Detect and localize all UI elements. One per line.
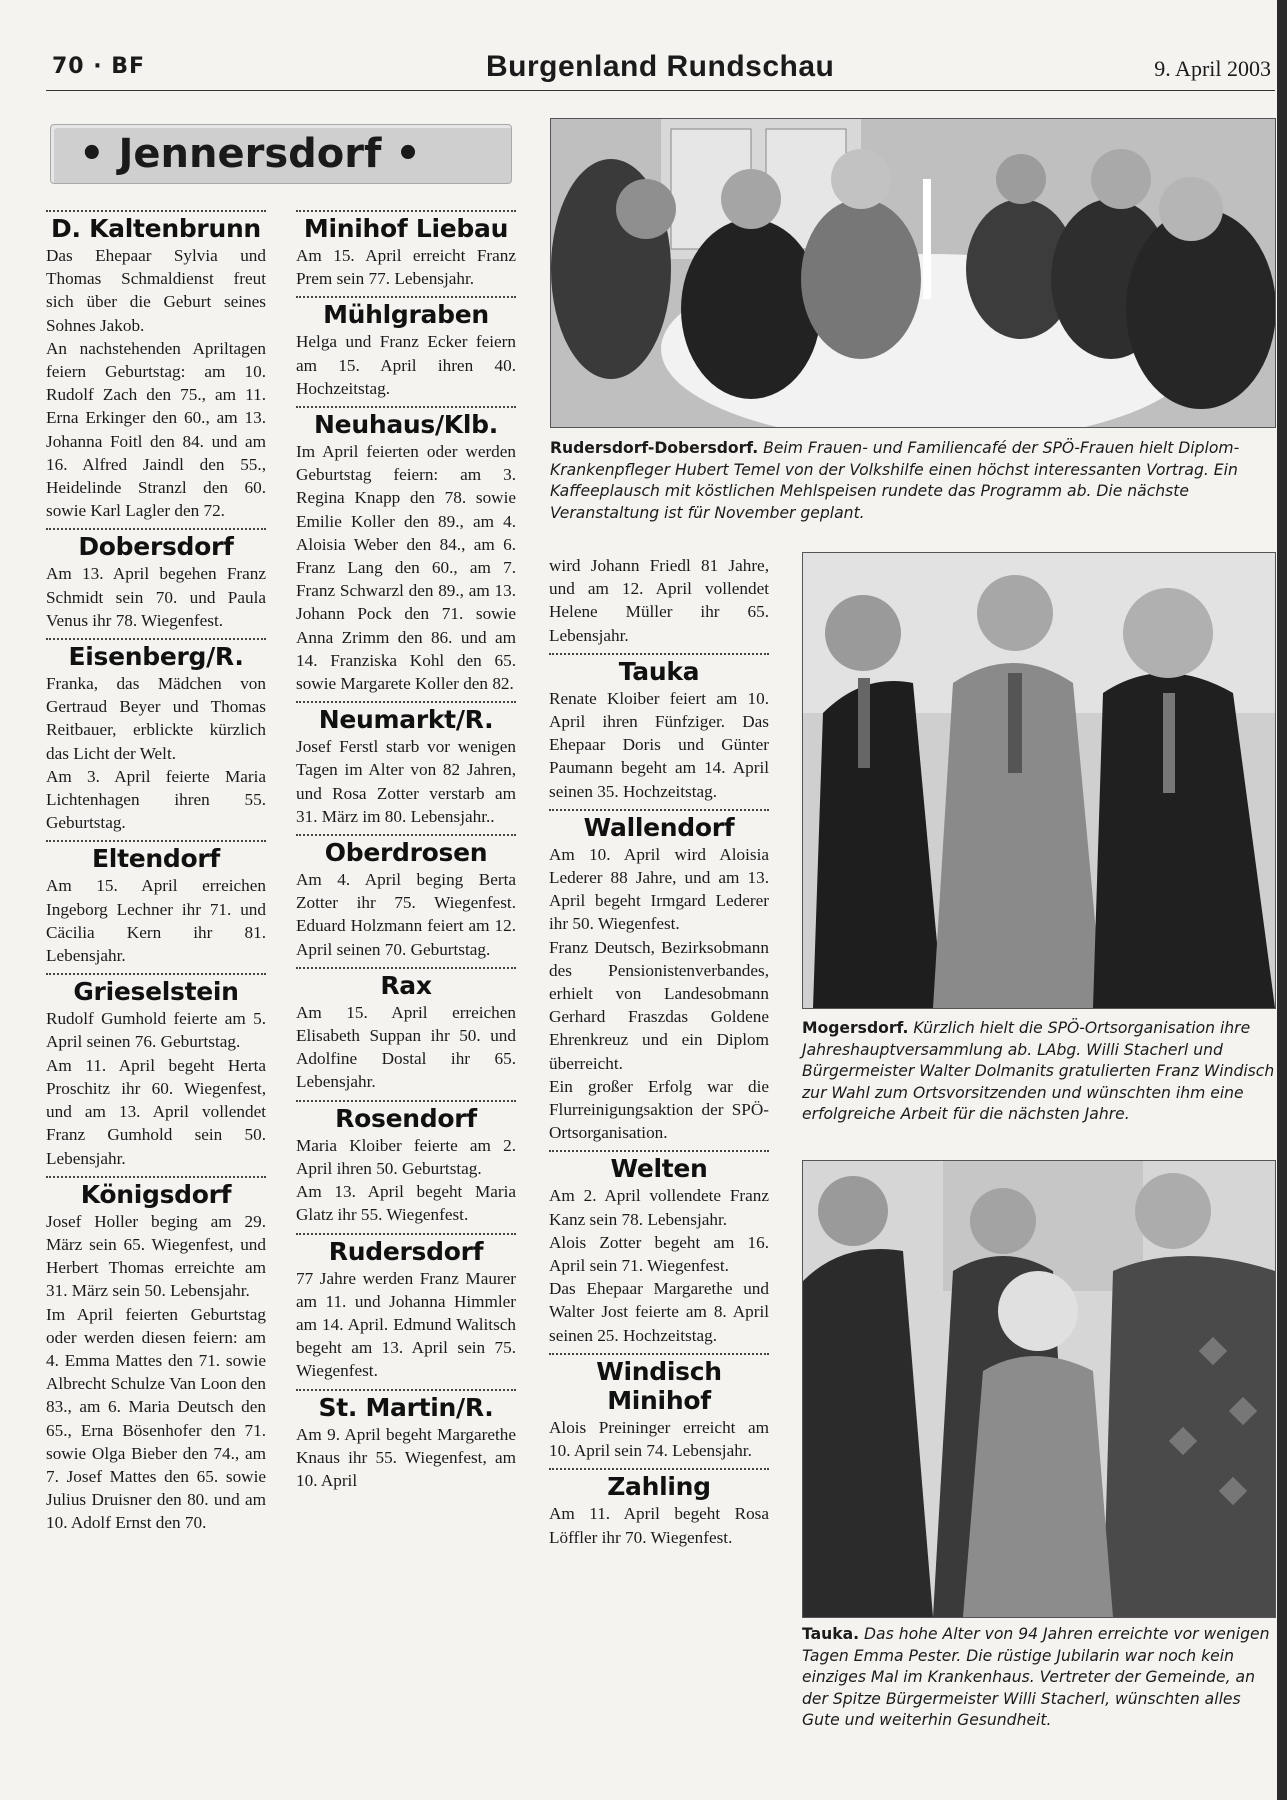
photo-mogersdorf-image: [803, 553, 1275, 1008]
news-item: [46, 840, 266, 967]
news-item: [549, 1150, 769, 1346]
news-paragraph: Am 9. April begeht Margarethe Knaus ihr 55. Wiegenfest, am 10. April: [296, 1424, 516, 1490]
locality-heading: Mühlgraben: [323, 300, 489, 330]
section-banner: [50, 124, 512, 184]
news-item: [549, 1468, 769, 1548]
news-item: [296, 967, 516, 1094]
locality-heading: Zahling: [607, 1472, 711, 1502]
news-item: [296, 210, 516, 290]
news-item: [549, 653, 769, 803]
news-paragraph: Alois Preininger erreicht am 10. April sein 74. Lebensjahr.: [549, 1417, 769, 1461]
locality-heading: Königsdorf: [80, 1179, 232, 1209]
text-column-3: [549, 552, 769, 1549]
news-item: [296, 701, 516, 828]
locality-heading: Welten: [610, 1154, 708, 1184]
caption-2-text: Kürzlich hielt die SPÖ-Ortsorganisation ihre Jahreshauptversammlung ab. LAbg. Willi Stacherl und Bürgermeister Walter Dolmanits gratulierten Franz Windisch zur Wahl zum Ortsvorsitzenden und wünschten ihm eine erfolgreiche Arbeit für die nächsten Jahre.: [802, 1019, 1275, 1123]
photo-mogersdorf: [802, 552, 1276, 1009]
news-item: [46, 638, 266, 834]
caption-1-text: Beim Frauen- und Familiencafé der SPÖ-Frauen hielt Diplom-Krankenpfleger Hubert Temel von der Volkshilfe einen höchst interessanten Vortrag. Ein Kaffeeplausch mit köstlichen Mehlspeisen rundete das Programm ab. Die nächste Veranstaltung ist für November geplant.: [550, 439, 1240, 522]
photo-cafe-image: [551, 119, 1275, 427]
news-item: [549, 809, 769, 1145]
caption-2-place: Mogersdorf.: [802, 1019, 909, 1037]
news-paragraph: Josef Holler beging am 29. März sein 65. Wiegenfest, und Herbert Thomas erreichte am 31. März sein 50. Lebensjahr.: [46, 1211, 266, 1301]
locality-heading: Tauka: [618, 656, 700, 686]
news-paragraph: 77 Jahre werden Franz Maurer am 11. und Johanna Himmler am 14. April. Edmund Walitsch begeht am 13. April sein 75. Wiegenfest.: [296, 1268, 516, 1381]
news-item: [549, 552, 769, 647]
text-column-1: [46, 210, 266, 1535]
locality-heading: Rax: [380, 970, 432, 1000]
text-column-2: [296, 210, 516, 1492]
locality-heading: Eisenberg/R.: [68, 642, 244, 672]
news-paragraph: Franka, das Mädchen von Gertraud Beyer und Thomas Reitbauer, erblickte kürzlich das Licht der Welt.: [46, 674, 266, 763]
caption-3-place: Tauka.: [802, 1625, 860, 1643]
news-paragraph: Franz Deutsch, Bezirksobmann des Pensionistenverbandes, erhielt von Landesobmann Gerhard Fraszdas Goldene Ehrenkreuz und ein Diplom überreicht.: [549, 937, 769, 1073]
locality-heading: Windisch Minihof: [596, 1356, 722, 1415]
caption-1-place: Rudersdorf-Dobersdorf.: [550, 439, 759, 457]
locality-heading: Grieselstein: [73, 977, 239, 1007]
news-item: [46, 210, 266, 522]
news-paragraph: Am 10. April wird Aloisia Lederer 88 Jahre, und am 13. April begeht Irmgard Lederer ihr 50. Wiegenfest.: [549, 844, 769, 934]
news-paragraph: Ein großer Erfolg war die Flurreinigungsaktion der SPÖ-Ortsorganisation.: [549, 1076, 769, 1143]
locality-heading: Minihof Liebau: [303, 214, 509, 243]
header-rule: [46, 90, 1275, 91]
news-item: [296, 1100, 516, 1227]
news-item: [296, 834, 516, 961]
news-paragraph: Josef Ferstl starb vor wenigen Tagen im Alter von 82 Jahren, und Rosa Zotter verstarb am 31. März im 80. Lebensjahr..: [296, 737, 516, 826]
news-paragraph: Am 15. April erreicht Franz Prem sein 77. Lebensjahr.: [296, 246, 516, 289]
news-paragraph: Am 13. April begehen Franz Schmidt sein 70. und Paula Venus ihr 78. Wiegenfest.: [46, 564, 266, 630]
locality-heading: Oberdrosen: [324, 838, 488, 868]
news-paragraph: Am 11. April begeht Herta Proschitz ihr 60. Wiegenfest, und am 13. April vollendet Franz Gumhold sein 50. Lebensjahr.: [46, 1055, 266, 1168]
locality-heading: Eltendorf: [92, 844, 220, 874]
photo-tauka: [802, 1160, 1276, 1618]
news-item: [549, 1353, 769, 1462]
news-item: [46, 1176, 266, 1535]
news-paragraph: Am 13. April begeht Maria Glatz ihr 55. Wiegenfest.: [296, 1182, 516, 1225]
news-paragraph: Im April feierten oder werden Geburtstag feiern: am 3. Regina Knapp den 78. sowie Emilie Koller den 89., am 4. Aloisia Weber den 84., am 6. Franz Lang den 60., am 7. Franz Schwarzl den 89., am 13. Johann Pock den 71. sowie Anna Zrimm den 86. und am 14. Franziska Kohl den 65. sowie Margarete Koller den 82.: [296, 442, 516, 694]
locality-heading: Dobersdorf: [78, 532, 234, 562]
news-item: [296, 406, 516, 695]
news-item: [46, 528, 266, 632]
caption-photo-2: [802, 1018, 1276, 1126]
locality-heading: St. Martin/R.: [318, 1392, 494, 1422]
news-paragraph: Am 2. April vollendete Franz Kanz sein 78. Lebensjahr.: [549, 1186, 769, 1229]
photo-tauka-image: [803, 1161, 1275, 1617]
issue-date: 9. April 2003: [1154, 56, 1271, 81]
news-item: [46, 973, 266, 1169]
caption-photo-3: [802, 1624, 1276, 1732]
news-paragraph: wird Johann Friedl 81 Jahre, und am 12. April vollendet Helene Müller ihr 65. Lebensjahr.: [549, 556, 769, 645]
news-item: [296, 296, 516, 400]
news-paragraph: Maria Kloiber feierte am 2. April ihren 50. Geburtstag.: [296, 1135, 516, 1178]
news-paragraph: Im April feierten Geburtstag oder werden diesen feiern: am 4. Emma Mattes den 71. sowie Albrecht Schulze Van Loon den 83., am 6. Maria Deutsch den 65., Erna Bösenhofer den 71. sowie Olga Bieber den 74., am 7. Josef Mattes den 65. sowie Julius Druisner den 80. und am 10. Adolf Ernst den 70.: [46, 1304, 266, 1533]
scan-edge: [1277, 0, 1287, 1800]
news-paragraph: Am 15. April erreichen Ingeborg Lechner ihr 71. und Cäcilia Kern ihr 81. Lebensjahr.: [46, 876, 266, 966]
photo-rudersdorf-cafe: [550, 118, 1276, 428]
locality-heading: Wallendorf: [583, 812, 735, 842]
page-number: 70 · BF: [52, 54, 146, 79]
caption-photo-1: [550, 438, 1274, 524]
locality-heading: Rudersdorf: [328, 1236, 484, 1266]
news-item: [296, 1233, 516, 1383]
newspaper-title: Burgenland Rundschau: [486, 50, 835, 83]
news-paragraph: Das Ehepaar Sylvia und Thomas Schmaldienst freut sich über die Geburt seines Sohnes Jakob.: [46, 246, 266, 335]
news-paragraph: Renate Kloiber feiert am 10. April ihren Fünfziger. Das Ehepaar Doris und Günter Paumann begeht am 14. April seinen 35. Hochzeitstag.: [549, 688, 769, 801]
news-paragraph: Am 4. April beging Berta Zotter ihr 75. Wiegenfest. Eduard Holzmann feiert am 12. April seinen 70. Geburtstag.: [296, 870, 516, 959]
section-title: • Jennersdorf •: [79, 131, 421, 177]
locality-heading: D. Kaltenbrunn: [51, 214, 261, 243]
news-paragraph: Am 11. April begeht Rosa Löffler ihr 70. Wiegenfest.: [549, 1504, 769, 1547]
news-paragraph: Alois Zotter begeht am 16. April sein 71. Wiegenfest.: [549, 1232, 769, 1276]
news-paragraph: Am 15. April erreichen Elisabeth Suppan ihr 50. und Adolfine Dostal ihr 65. Lebensjahr.: [296, 1002, 516, 1092]
caption-3-text: Das hohe Alter von 94 Jahren erreichte vor wenigen Tagen Emma Pester. Die rüstige Jubilarin war noch kein einziges Mal im Krankenhaus. Vertreter der Gemeinde, an der Spitze Bürgermeister Willi Stacherl, wünschten alles Gute und weiterhin Gesundheit.: [802, 1625, 1270, 1729]
news-paragraph: Helga und Franz Ecker feiern am 15. April ihren 40. Hochzeitstag.: [296, 332, 516, 398]
locality-heading: Rosendorf: [335, 1103, 477, 1133]
news-item: [296, 1389, 516, 1493]
news-paragraph: An nachstehenden Apriltagen feiern Geburtstag: am 10. Rudolf Zach den 75., am 11. Erna Erkinger den 60., am 13. Johanna Foitl den 84. und am 16. Alfred Jaindl den 55., Heidelinde Stranzl den 60. sowie Karl Lagler den 72.: [46, 338, 266, 521]
news-paragraph: Das Ehepaar Margarethe und Walter Jost feierte am 8. April seinen 25. Hochzeitstag.: [549, 1279, 769, 1345]
locality-heading: Neuhaus/Klb.: [314, 410, 498, 440]
news-paragraph: Am 3. April feierte Maria Lichtenhagen ihren 55. Geburtstag.: [46, 766, 266, 833]
locality-heading: Neumarkt/R.: [318, 705, 494, 735]
news-paragraph: Rudolf Gumhold feierte am 5. April seinen 76. Geburtstag.: [46, 1009, 266, 1052]
